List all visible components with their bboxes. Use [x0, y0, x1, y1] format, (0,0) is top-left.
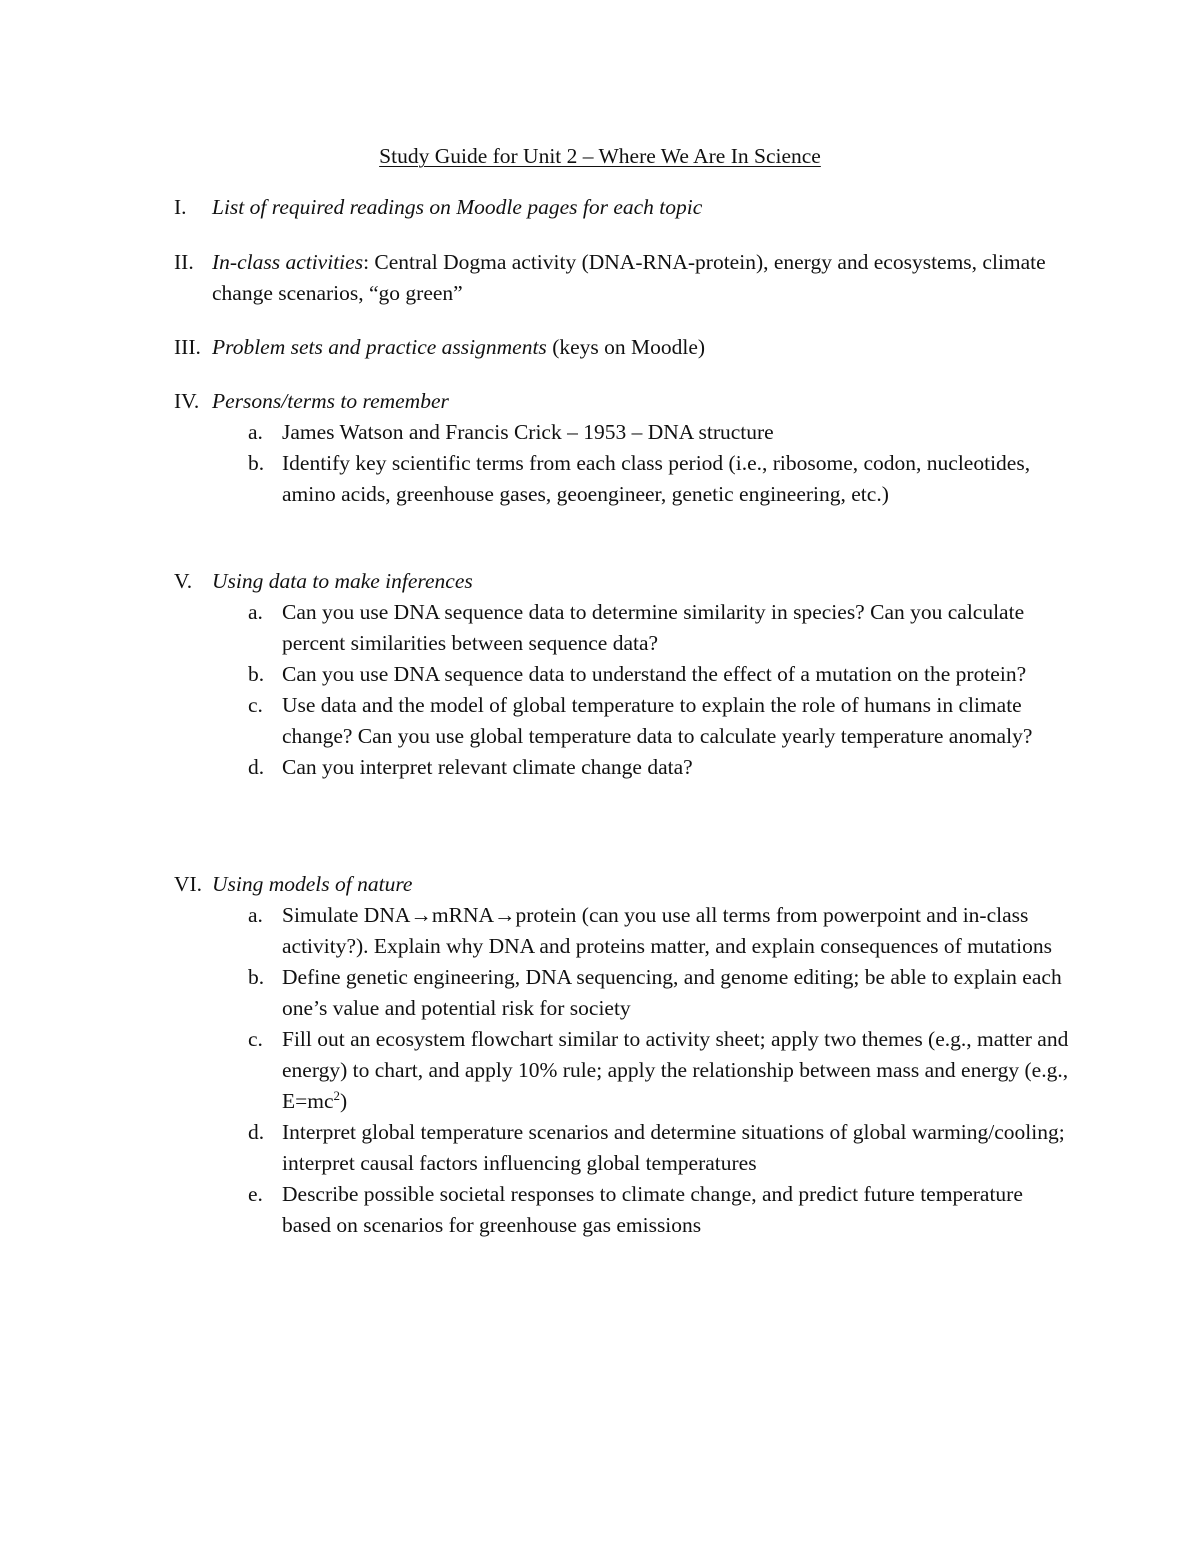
item-text: James Watson and Francis Crick – 1953 – DNA structure	[282, 420, 774, 444]
section-5	[174, 566, 1074, 783]
item-letter: d.	[248, 755, 265, 779]
item-letter: d.	[248, 1120, 265, 1144]
list-item	[174, 752, 1072, 783]
section-3-heading	[174, 332, 1074, 363]
item-text: Simulate DNA→mRNA→protein (can you use all terms from powerpoint and in-class activity?). Explain why DNA and proteins matter, and explain consequences of mutations	[282, 903, 1052, 958]
section-text: (keys on Moodle)	[546, 335, 706, 359]
section-text: : Central Dogma activity (DNA-RNA-protein), energy and ecosystems, climate change scenarios, “go green”	[212, 250, 1046, 305]
section-title: Using data to make inferences	[212, 569, 473, 593]
list-item	[174, 962, 1072, 1024]
section-3	[174, 332, 1074, 363]
item-text: Can you interpret relevant climate change data?	[282, 755, 693, 779]
item-text-end: )	[340, 1089, 348, 1113]
item-letter: b.	[248, 451, 265, 475]
section-numeral: VI.	[174, 872, 203, 896]
item-text: Fill out an ecosystem flowchart similar to activity sheet; apply two themes (e.g., matter and energy) to chart, and apply 10% rule; apply the relationship between mass and energy (e.g., E=mc	[282, 1027, 1069, 1113]
list-item	[174, 1179, 1072, 1241]
section-5-heading	[174, 566, 1074, 597]
item-letter: a.	[248, 420, 263, 444]
list-item	[174, 1117, 1072, 1179]
section-title: In-class activities	[212, 250, 364, 274]
item-text: Can you use DNA sequence data to determine similarity in species? Can you calculate percent similarities between sequence data?	[282, 600, 1025, 655]
section-4-heading	[174, 386, 1074, 417]
section-numeral: IV.	[174, 389, 200, 413]
list-item	[174, 659, 1072, 690]
section-numeral: I.	[174, 195, 187, 219]
item-letter: e.	[248, 1182, 263, 1206]
list-item	[174, 597, 1072, 659]
section-1	[174, 192, 1074, 223]
superscript: 2	[333, 1088, 341, 1103]
item-letter: c.	[248, 1027, 263, 1051]
item-text: Interpret global temperature scenarios and determine situations of global warming/cooling; interpret causal factors influencing global temperatures	[282, 1120, 1065, 1175]
section-numeral: III.	[174, 335, 201, 359]
section-numeral: V.	[174, 569, 193, 593]
item-text: Describe possible societal responses to climate change, and predict future temperature based on scenarios for greenhouse gas emissions	[282, 1182, 1023, 1237]
section-1-heading	[174, 192, 1074, 223]
item-text: Can you use DNA sequence data to understand the effect of a mutation on the protein?	[282, 662, 1027, 686]
section-4	[174, 386, 1074, 510]
list-item	[174, 448, 1072, 510]
section-title: Problem sets and practice assignments	[212, 335, 547, 359]
item-letter: b.	[248, 662, 265, 686]
section-2-heading	[174, 247, 1074, 309]
section-numeral: II.	[174, 250, 194, 274]
section-6	[174, 869, 1074, 1241]
list-item	[174, 690, 1072, 752]
item-text: Identify key scientific terms from each class period (i.e., ribosome, codon, nucleotides, amino acids, greenhouse gases, geoengineer, genetic engineering, etc.)	[282, 451, 1031, 506]
item-letter: a.	[248, 903, 263, 927]
item-letter: a.	[248, 600, 263, 624]
list-item	[174, 417, 1072, 448]
list-item	[174, 1024, 1072, 1117]
item-letter: b.	[248, 965, 265, 989]
section-title: List of required readings on Moodle pages for each topic	[212, 195, 703, 219]
item-text: Define genetic engineering, DNA sequencing, and genome editing; be able to explain each one’s value and potential risk for society	[282, 965, 1062, 1020]
section-title: Persons/terms to remember	[212, 389, 449, 413]
section-title: Using models of nature	[212, 872, 413, 896]
item-text: Use data and the model of global temperature to explain the role of humans in climate change? Can you use global temperature data to calculate yearly temperature anomaly?	[282, 693, 1033, 748]
section-2	[174, 247, 1074, 309]
item-letter: c.	[248, 693, 263, 717]
section-6-heading	[174, 869, 1074, 900]
page-title: Study Guide for Unit 2 – Where We Are In Science	[379, 144, 821, 168]
list-item	[174, 900, 1072, 962]
